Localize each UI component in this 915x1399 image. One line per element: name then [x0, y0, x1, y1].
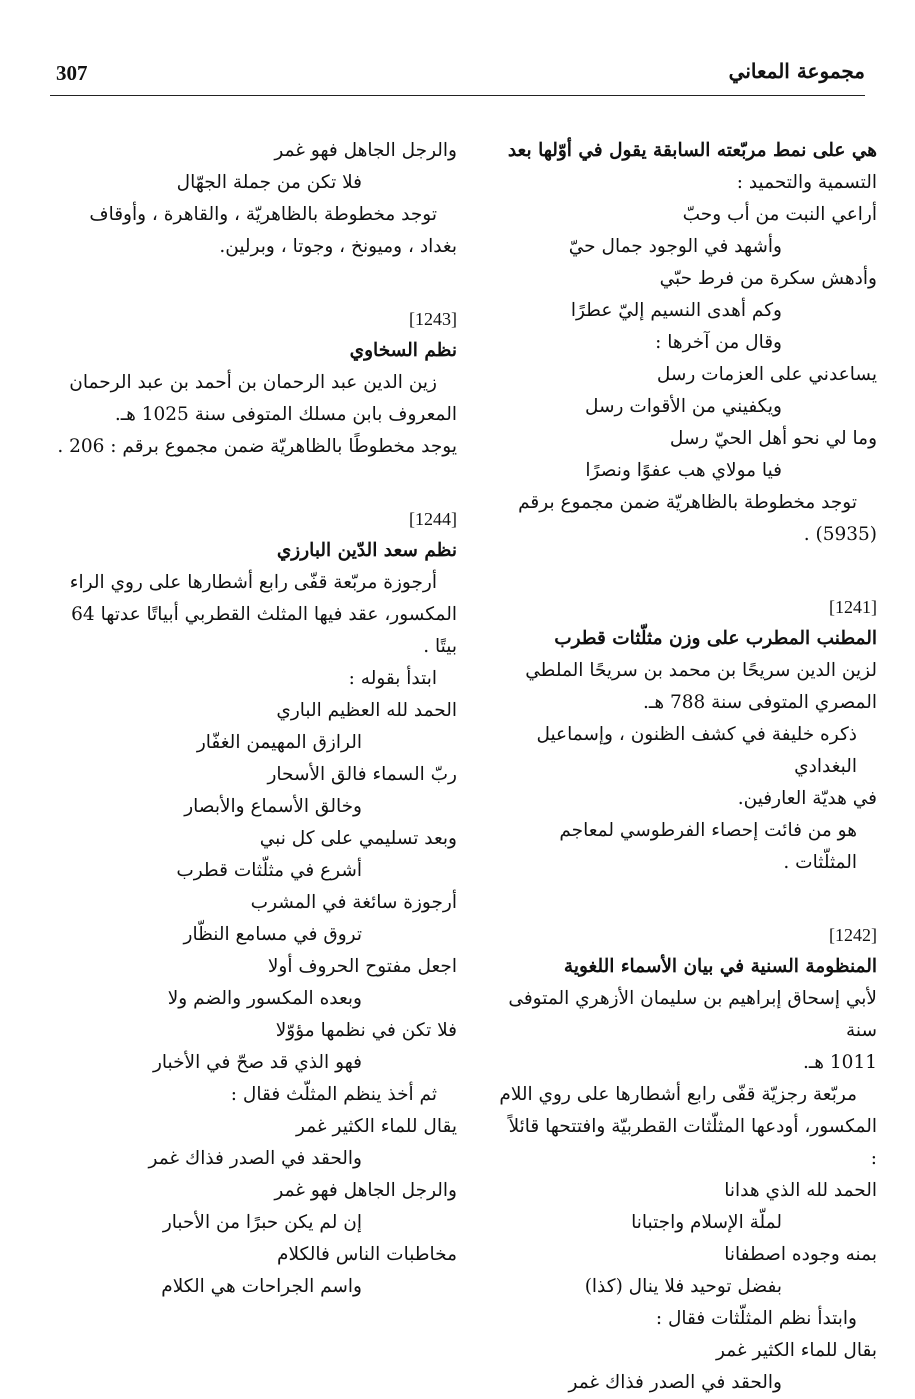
verse-line: وأشهد في الوجود جمال حيّ — [568, 236, 782, 257]
verse-line: بقال للماء الكثير غمر — [716, 1340, 877, 1361]
verse-line: وكم أهدى النسيم إليّ عطرًا — [570, 300, 782, 321]
verse-line: وما لي نحو أهل الحيّ رسل — [669, 428, 877, 449]
intro-line: التسمية والتحميد : — [736, 172, 877, 193]
text-line: زين الدين عبد الرحمان بن أحمد بن عبد الرحمان — [69, 372, 437, 393]
text-line: هو من فائت إحصاء الفرطوسي لمعاجم المثلّثات . — [559, 820, 857, 873]
verse-line: وأدهش سكرة من فرط حبّي — [659, 268, 877, 289]
entry-title: نظم سعد الدّين البارزي — [276, 540, 457, 561]
verse-line: فلا تكن في نظمها مؤوّلا — [275, 1020, 457, 1041]
verse-line: ويكفيني من الأقوات رسل — [585, 396, 782, 417]
entry-title: المطنب المطرب على وزن مثلّثات قطرب — [554, 628, 877, 649]
verse-line: اجعل مفتوح الحروف أولا — [267, 956, 457, 977]
text-line: لزين الدين سريحًا بن محمد بن سريحًا الملطي — [525, 660, 877, 681]
text-line: مربّعة رجزيّة قفّى رابع أشطارها على روي اللام — [499, 1084, 857, 1105]
text-line: المكسور، عقد فيها المثلث القطربي أبياتًا عدتها 64 بيتًا . — [71, 604, 457, 657]
text-line: ابتدأ بقوله : — [348, 668, 437, 689]
verse-line: واسم الجراحات هي الكلام — [161, 1276, 362, 1297]
verse-line: فيا مولاي هب عفوًا ونصرًا — [585, 460, 782, 481]
verse-line: الحمد لله الذي هدانا — [724, 1180, 877, 1201]
verse-line: لملّة الإسلام واجتبانا — [631, 1212, 782, 1233]
verse-line: والرجل الجاهل فهو غمر — [274, 140, 457, 161]
entry-number: [1242] — [829, 925, 877, 945]
page-number: 307 — [56, 61, 88, 85]
right-column — [497, 135, 877, 1399]
text-line: ذكره خليفة في كشف الظنون ، وإسماعيل البغدادي — [536, 724, 857, 777]
verse-line: وخالق الأسماع والأبصار — [184, 796, 362, 817]
verse-line: أشرع في مثلّثات قطرب — [176, 860, 362, 881]
verse-line: يقال للماء الكثير غمر — [296, 1116, 457, 1137]
text-line: في هديّة العارفين. — [737, 788, 877, 809]
entry-number: [1243] — [409, 309, 457, 329]
entry-number: [1244] — [409, 509, 457, 529]
text-line: (5935) . — [803, 524, 877, 545]
verse-line: بمنه وجوده اصطفانا — [724, 1244, 877, 1265]
verse-line: يساعدني على العزمات رسل — [656, 364, 877, 385]
text-line: المصري المتوفى سنة 788 هـ. — [643, 692, 877, 713]
verse-line: الرازق المهيمن الغفّار — [196, 732, 362, 753]
text-line: ثم أخذ ينظم المثلّث فقال : — [230, 1084, 437, 1105]
verse-line: فهو الذي قد صحّ في الأخبار — [152, 1052, 362, 1073]
verse-line: إن لم يكن حبرًا من الأحبار — [162, 1212, 362, 1233]
verse-line: ربّ السماء فالق الأسحار — [267, 764, 457, 785]
text-line: 1011 هـ. — [802, 1052, 877, 1073]
verse-line: فلا تكن من جملة الجهّال — [176, 172, 362, 193]
text-line: وقال من آخرها : — [655, 332, 782, 353]
text-line: المعروف بابن مسلك المتوفى سنة 1025 هـ. — [114, 404, 457, 425]
verse-line: أرجوزة سائغة في المشرب — [250, 892, 457, 913]
text-line: المكسور، أودعها المثلّثات القطربيّة وافتتحها قائلاً : — [508, 1116, 877, 1169]
verse-line: والحقد في الصدر فذاك غمر — [568, 1372, 782, 1393]
text-line: توجد مخطوطة بالظاهريّة ضمن مجموع برقم — [518, 492, 857, 513]
text-line: يوجد مخطوطًا بالظاهريّة ضمن مجموع برقم : 206 . — [57, 436, 457, 457]
verse-line: وبعده المكسور والضم ولا — [167, 988, 362, 1009]
text-line: وابتدأ نظم المثلّثات فقال : — [655, 1308, 857, 1329]
entry-title: نظم السخاوي — [349, 340, 457, 361]
verse-line: وبعد تسليمي على كل نبي — [259, 828, 457, 849]
text-line: لأبي إسحاق إبراهيم بن سليمان الأزهري المتوفى سنة — [508, 988, 877, 1041]
verse-line: بفضل توحيد فلا ينال (كذا) — [584, 1276, 782, 1297]
page-header — [50, 55, 865, 96]
text-line: أرجوزة مربّعة قفّى رابع أشطارها على روي الراء — [69, 572, 437, 593]
verse-line: تروق في مسامع النظّار — [183, 924, 362, 945]
verse-line: أراعي النبت من أب وحبّ — [682, 204, 877, 225]
text-line: بغداد ، وميونخ ، وجوتا ، وبرلين. — [219, 236, 457, 257]
entry-number: [1241] — [829, 597, 877, 617]
left-column — [52, 135, 457, 1303]
verse-line: مخاطبات الناس فالكلام — [276, 1244, 457, 1265]
intro-line: هي على نمط مربّعته السابقة يقول في أوّلها بعد — [507, 140, 877, 161]
entry-title: المنظومة السنية في بيان الأسماء اللغوية — [563, 956, 877, 977]
verse-line: والرجل الجاهل فهو غمر — [274, 1180, 457, 1201]
text-line: توجد مخطوطة بالظاهريّة ، والقاهرة ، وأوقاف — [89, 204, 437, 225]
book-title: مجموعة المعاني — [728, 59, 865, 83]
verse-line: الحمد لله العظيم الباري — [276, 700, 457, 721]
verse-line: والحقد في الصدر فذاك غمر — [148, 1148, 362, 1169]
